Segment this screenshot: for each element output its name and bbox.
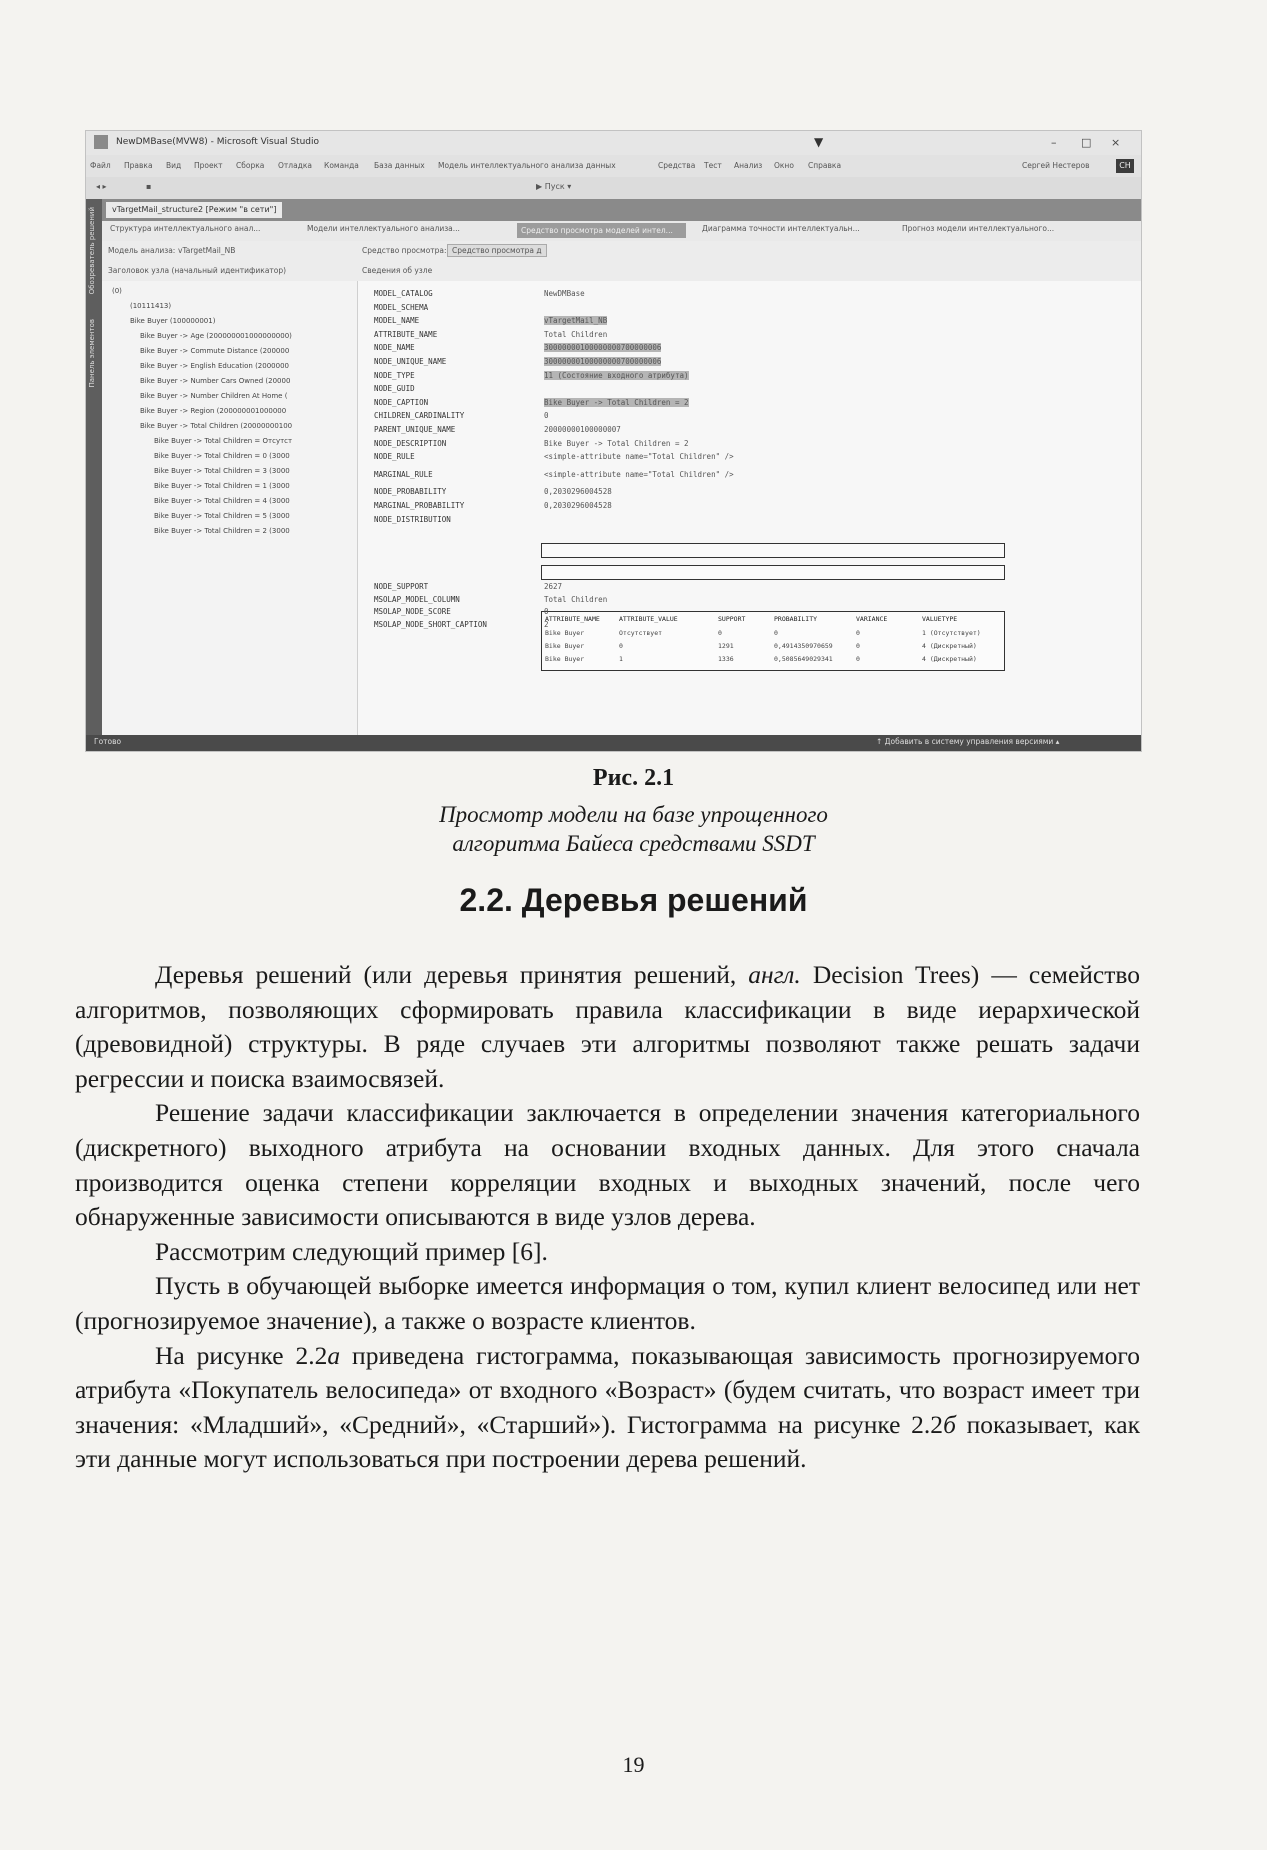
menu-bar [86, 155, 1141, 177]
distribution-header: SUPPORT [718, 615, 746, 623]
distribution-cell: 1 [619, 655, 623, 663]
property-value: NewDMBase [544, 289, 585, 298]
node-details-grid [358, 281, 1141, 735]
document-tab[interactable]: vTargetMail_structure2 [Режим "в сети"] [106, 202, 282, 218]
toolbar [86, 177, 1141, 199]
property-name: NODE_CAPTION [374, 397, 429, 407]
distribution-cell: 0,5085649029341 [774, 655, 833, 663]
tree-node[interactable]: Bike Buyer -> Number Cars Owned (20000 [140, 377, 291, 385]
distribution-cell: Bike Buyer [545, 642, 585, 650]
tree-node[interactable]: Bike Buyer -> Total Children = 1 (3000 [154, 482, 290, 490]
tree-node[interactable]: Bike Buyer (100000001) [130, 317, 216, 325]
tree-node[interactable]: (0) [112, 287, 122, 295]
document-tab-strip [102, 199, 1141, 221]
menu-build[interactable]: Сборка [236, 161, 265, 170]
menu-view[interactable]: Вид [166, 161, 182, 170]
tree-node[interactable]: Bike Buyer -> Total Children (20000000100 [140, 422, 293, 430]
paragraph: Рассмотрим следующий пример [6]. [155, 1236, 548, 1266]
property-name: MSOLAP_MODEL_COLUMN [374, 594, 460, 604]
property-value: 2627 [544, 582, 563, 592]
tree-node[interactable]: Bike Buyer -> Total Children = 0 (3000 [154, 452, 290, 460]
node-details-header: Сведения об узле [362, 266, 433, 275]
tab-mining-model-viewer[interactable]: Средство просмотра моделей интел... [517, 223, 686, 238]
distribution-cell: 1 (Отсутствует) [922, 629, 981, 637]
property-name: NODE_TYPE [374, 370, 415, 380]
distribution-cell: Bike Buyer [545, 655, 585, 663]
property-value: <simple-attribute name="Total Children" /> [544, 452, 734, 462]
node-tree [102, 281, 358, 735]
property-name: MODEL_SCHEMA [374, 302, 429, 312]
menu-project[interactable]: Проект [194, 161, 223, 170]
property-value: 11 (Состояние входного атрибута) [544, 370, 689, 380]
property-value: 0,2030296004528 [544, 501, 612, 510]
property-name: NODE_DESCRIPTION [374, 438, 447, 448]
close-button[interactable]: × [1111, 136, 1121, 149]
viewer-options [102, 241, 1141, 281]
property-name: NODE_UNIQUE_NAME [374, 357, 447, 366]
tree-node[interactable]: Bike Buyer -> Total Children = 5 (3000 [154, 512, 290, 520]
toolbox-tab[interactable]: Панель элементов [88, 319, 96, 388]
distribution-cell: Bike Buyer [545, 629, 585, 637]
tab-accuracy-chart[interactable]: Диаграмма точности интеллектуальн... [702, 224, 860, 233]
distribution-cell: 0 [718, 629, 722, 637]
menu-edit[interactable]: Правка [124, 161, 153, 170]
property-value: Total Children [544, 329, 608, 339]
tree-node[interactable]: (10111413) [130, 302, 172, 310]
tree-node[interactable]: Bike Buyer -> Total Children = 3 (3000 [154, 467, 290, 475]
property-name: MSOLAP_NODE_SHORT_CAPTION [374, 619, 487, 629]
property-value: Bike Buyer -> Total Children = 2 [544, 397, 689, 407]
node-rule-box [541, 543, 1005, 558]
marginal-rule-box [541, 565, 1005, 580]
property-name: MODEL_CATALOG [374, 289, 433, 298]
distribution-cell: 0 [856, 629, 860, 637]
status-bar [86, 735, 1141, 751]
distribution-cell: 0 [774, 629, 778, 637]
designer-tabs [102, 221, 1141, 241]
property-name: PARENT_UNIQUE_NAME [374, 425, 456, 434]
property-name: NODE_RULE [374, 452, 415, 462]
viewer-label: Средство просмотра: [362, 246, 447, 255]
menu-test[interactable]: Тест [704, 161, 722, 170]
distribution-header: ATTRIBUTE_VALUE [619, 615, 678, 623]
figure-caption [0, 800, 1267, 858]
tab-model-prediction[interactable]: Прогноз модели интеллектуального... [902, 224, 1055, 233]
figure-caption-line-1: Просмотр модели на базе упрощенного [439, 802, 828, 827]
tree-node[interactable]: Bike Buyer -> Total Children = 4 (3000 [154, 497, 290, 505]
side-tool-strip [86, 199, 102, 735]
figure-screenshot [85, 130, 1142, 752]
menu-debug[interactable]: Отладка [278, 161, 312, 170]
node-distribution-table [541, 611, 1005, 671]
property-value: 0 [544, 411, 549, 421]
paragraph: Пусть в обучающей выборке имеется информация о том, купил клиент велосипед или нет (прогнозируемое значение), а также о возрасте клиентов. [75, 1271, 1140, 1335]
tab-mining-models[interactable]: Модели интеллектуального анализа... [307, 224, 460, 233]
tree-node[interactable]: Bike Buyer -> Total Children = 2 (3000 [154, 527, 290, 535]
paragraph: Деревья решений (или деревья принятия решений, англ. Decision Trees) — семейство алгоритмов, позволяющих сформировать правила классификации в виде иерархической (древовидной) структуры. В ряде случаев эти алгоритмы позволяют также решать задачи регрессии и поиска взаимосвязей. [75, 960, 1140, 1093]
filter-icon: ▼ [814, 135, 824, 149]
paragraph: Решение задачи классификации заключается в определении значения категориального (дискретного) выходного атрибута на основании входных данных. Для этого сначала производится оценка степени корреляции входных и выходных значений, после чего обнаруженные зависимости описываются в виде узлов дерева. [75, 1098, 1140, 1232]
tree-node[interactable]: Bike Buyer -> Age (200000001000000000) [140, 332, 292, 340]
window-title: NewDMBase(MVW8) - Microsoft Visual Studio [116, 137, 319, 147]
distribution-cell: Отсутствует [619, 629, 663, 637]
property-name: NODE_NAME [374, 343, 415, 353]
model-label: Модель анализа: [108, 246, 176, 255]
tree-node[interactable]: Bike Buyer -> Number Children At Home ( [140, 392, 288, 400]
menu-data-mining-model[interactable]: Модель интеллектуального анализа данных [438, 161, 616, 170]
property-value: 2 [544, 619, 549, 629]
distribution-cell: 0 [856, 642, 860, 650]
distribution-header: PROBABILITY [774, 615, 818, 623]
distribution-cell: 1291 [718, 642, 734, 650]
save-icon[interactable]: ▪ [146, 182, 152, 191]
body-text [75, 958, 1140, 1477]
property-value: 20000000100000007 [544, 425, 621, 434]
tree-node[interactable]: Bike Buyer -> English Education (2000000 [140, 362, 289, 370]
add-to-source-control[interactable]: ↑ Добавить в систему управления версиями ▴ [876, 737, 1060, 746]
back-icon[interactable]: ◂ ▸ [96, 182, 107, 191]
figure-caption-line-2: алгоритма Байеса средствами SSDT [452, 831, 815, 856]
user-name[interactable]: Сергей Нестеров [1022, 161, 1090, 170]
property-value: 30000000100000000700000006 [544, 357, 662, 366]
property-name: NODE_DISTRIBUTION [374, 514, 451, 524]
visual-studio-icon [94, 135, 108, 149]
property-name: MARGINAL_PROBABILITY [374, 501, 465, 510]
maximize-button[interactable]: □ [1081, 136, 1092, 149]
section-heading: 2.2. Деревья решений [459, 882, 808, 918]
tab-mining-structure[interactable]: Структура интеллектуального анал... [110, 224, 261, 233]
status-ready: Готово [94, 737, 122, 746]
property-name: ATTRIBUTE_NAME [374, 329, 438, 339]
page-number: 19 [622, 1752, 645, 1777]
user-avatar[interactable]: СН [1116, 159, 1134, 173]
viewer-select[interactable]: Средство просмотра д [447, 244, 547, 257]
property-name: NODE_GUID [374, 384, 415, 394]
distribution-header: ATTRIBUTE_NAME [545, 615, 600, 623]
property-name: MARGINAL_RULE [374, 469, 433, 479]
property-name: NODE_PROBABILITY [374, 487, 447, 497]
distribution-cell: 0,4914350970659 [774, 642, 833, 650]
menu-analyze[interactable]: Анализ [734, 161, 763, 170]
property-value: Bike Buyer -> Total Children = 2 [544, 438, 689, 448]
property-name: NODE_SUPPORT [374, 582, 429, 592]
distribution-header: VARIANCE [856, 615, 888, 623]
property-value: <simple-attribute name="Total Children" /> [544, 469, 734, 479]
menu-tools[interactable]: Средства [658, 161, 696, 170]
tree-node[interactable]: Bike Buyer -> Total Children = Отсутст [154, 437, 293, 445]
menu-help[interactable]: Справка [808, 161, 842, 170]
distribution-header: VALUETYPE [922, 615, 958, 623]
minimize-button[interactable]: – [1051, 136, 1057, 149]
distribution-cell: 1336 [718, 655, 734, 663]
property-value: vTargetMail_NB [544, 316, 608, 326]
property-value: Total Children [544, 594, 608, 604]
tree-node[interactable]: Bike Buyer -> Region (200000001000000 [140, 407, 287, 415]
title-bar [86, 131, 1141, 155]
paragraph: На рисунке 2.2а приведена гистограмма, показывающая зависимость прогнозируемого атрибута «Покупатель велосипеда» от входного «Возраст» (будем считать, что возраст имеет три значения: «Младший», «Средний», «Старший»). Гистограмма на рисунке 2.2б показывает, как эти данные могут использоваться при построении дерева решений. [75, 1340, 1140, 1474]
menu-database[interactable]: База данных [374, 161, 425, 170]
distribution-cell: 4 (Дискретный) [922, 642, 977, 650]
distribution-cell: 0 [619, 642, 623, 650]
property-name: CHILDREN_CARDINALITY [374, 411, 465, 421]
tree-node[interactable]: Bike Buyer -> Commute Distance (200000 [140, 347, 290, 355]
solution-explorer-tab[interactable]: Обозреватель решений [88, 207, 96, 295]
property-value: 0,2030296004528 [544, 487, 612, 497]
start-button[interactable]: ▶ Пуск ▾ [536, 182, 572, 191]
menu-file[interactable]: Файл [90, 161, 111, 170]
property-name: MSOLAP_NODE_SCORE [374, 607, 451, 617]
figure-number: Рис. 2.1 [592, 765, 675, 791]
model-select[interactable]: vTargetMail_NB [178, 246, 236, 255]
property-value: 0 [544, 607, 549, 617]
menu-team[interactable]: Команда [324, 161, 359, 170]
node-caption-header: Заголовок узла (начальный идентификатор) [108, 266, 287, 275]
menu-window[interactable]: Окно [774, 161, 794, 170]
distribution-cell: 4 (Дискретный) [922, 655, 977, 663]
property-name: MODEL_NAME [374, 316, 420, 326]
distribution-cell: 0 [856, 655, 860, 663]
property-value: 30000000100000000700000006 [544, 343, 662, 353]
